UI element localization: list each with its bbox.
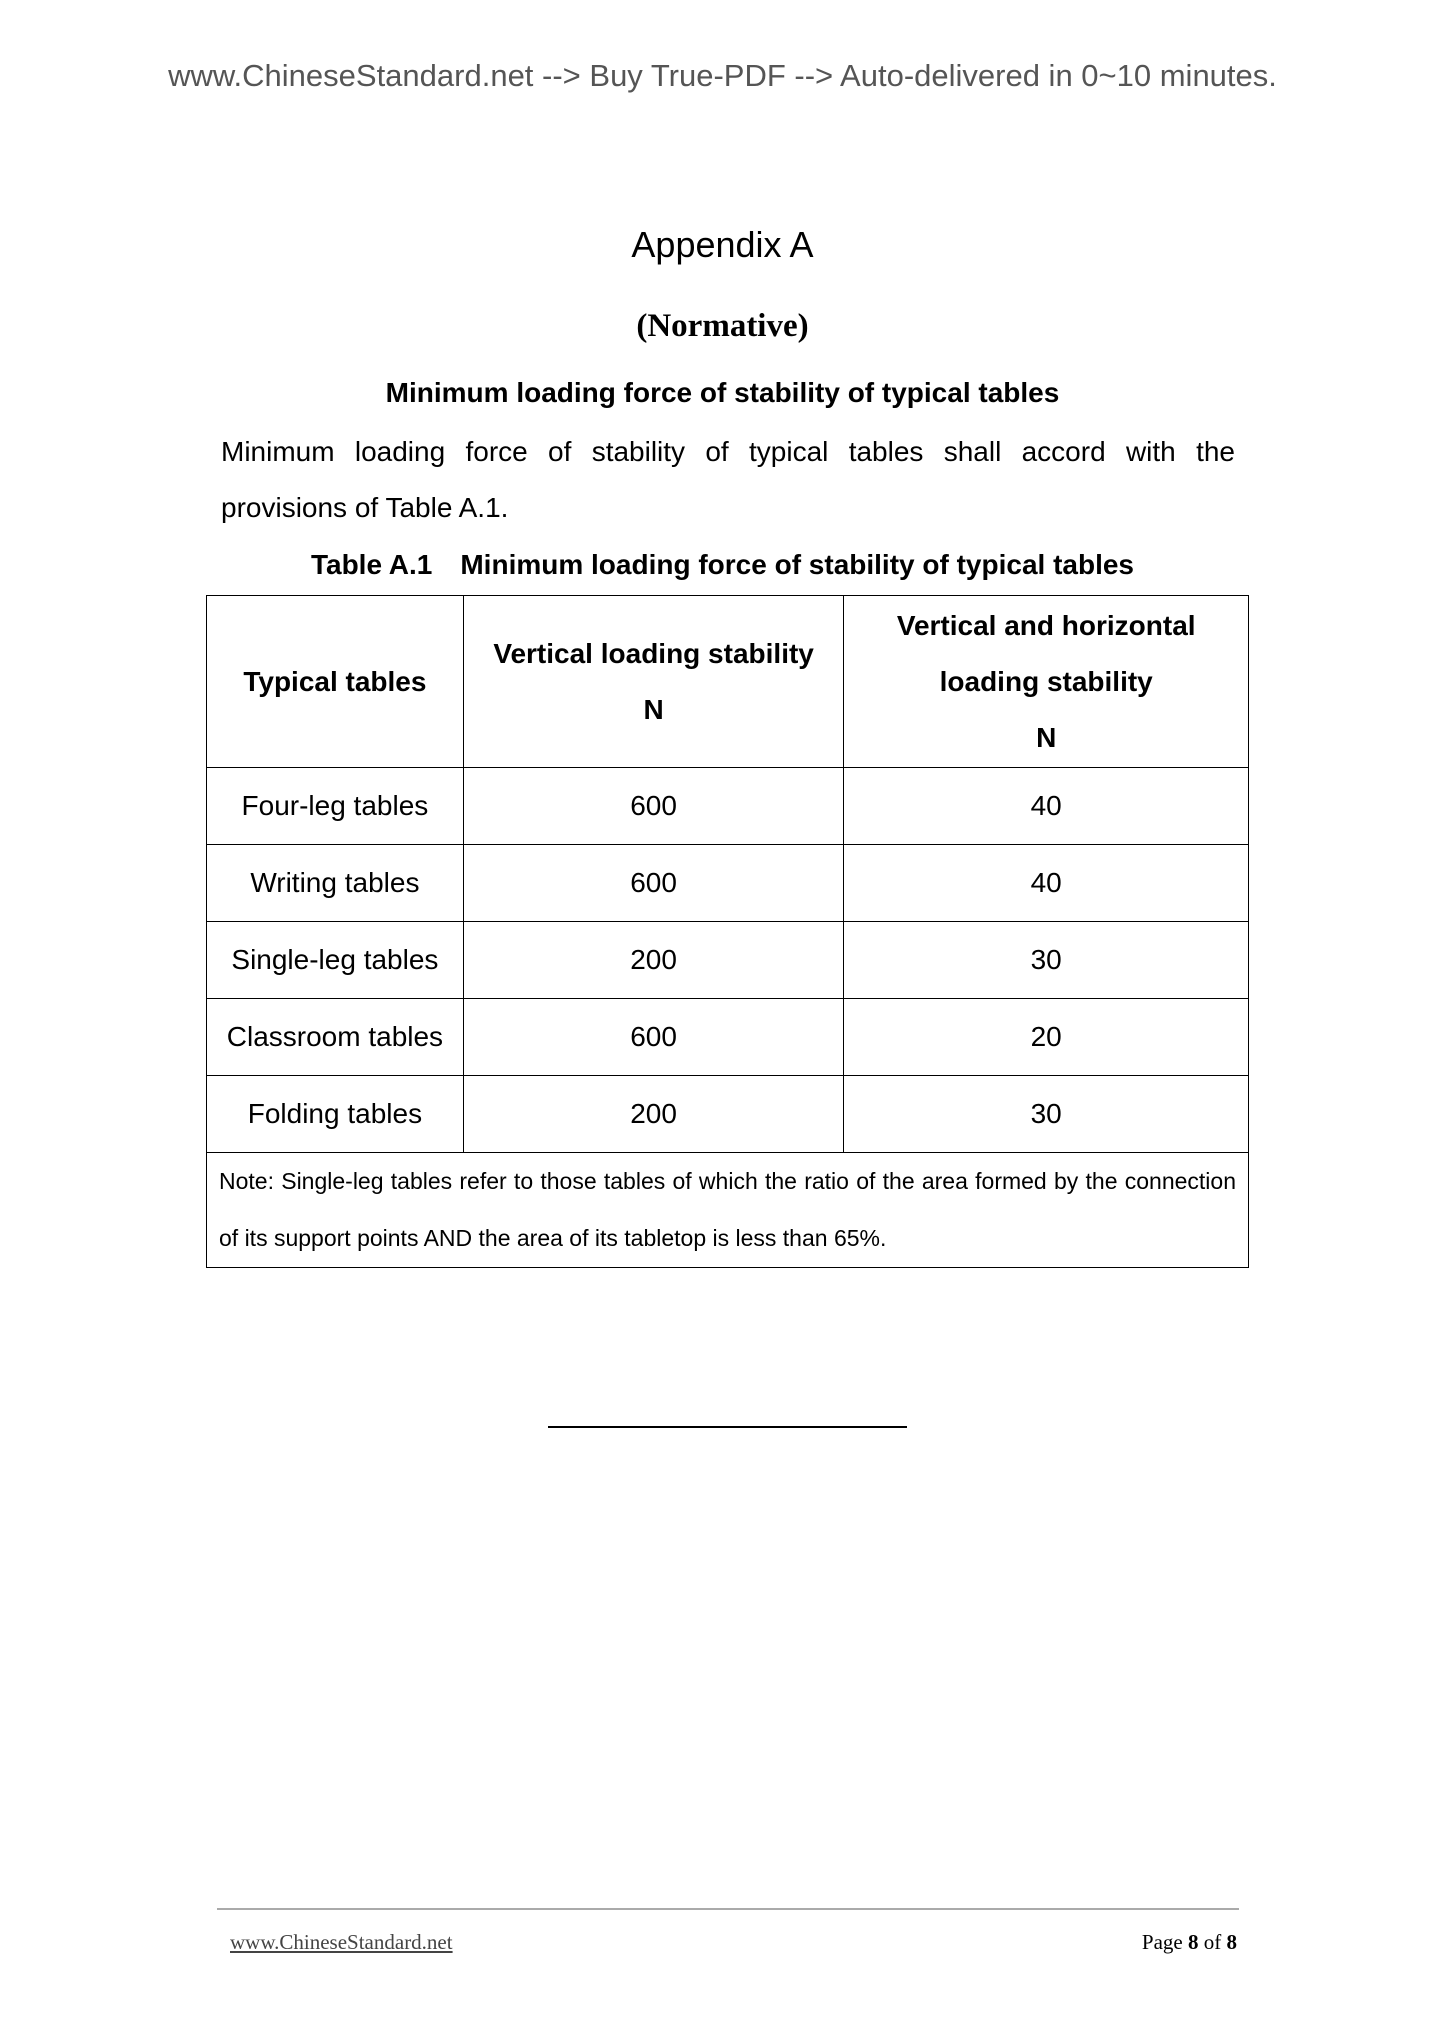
cell-type: Single-leg tables [207, 922, 464, 999]
page-prefix: Page [1141, 1930, 1183, 1954]
table-caption [0, 549, 1445, 581]
table-row [207, 922, 1249, 999]
page-number [1142, 1930, 1237, 1955]
cell-vertical: 600 [463, 999, 844, 1076]
header-vertical-unit: N [643, 693, 664, 725]
cell-vertical: 600 [463, 768, 844, 845]
appendix-title: Appendix A [631, 224, 814, 265]
table-row [207, 999, 1249, 1076]
cell-vertical-horizontal: 40 [844, 845, 1249, 922]
header-vertical-label: Vertical loading stability [493, 637, 814, 669]
cell-vertical: 600 [463, 845, 844, 922]
cell-type: Writing tables [207, 845, 464, 922]
paragraph-line-1: Minimum loading force of stability of typical tables shall accord with the [221, 436, 1235, 467]
cell-vertical: 200 [463, 922, 844, 999]
section-heading: Minimum loading force of stability of typical tables [385, 377, 1060, 408]
paragraph-line-2: provisions of Table A.1. [221, 492, 509, 523]
table-row [207, 1076, 1249, 1153]
header-vh-label-2: loading stability [939, 665, 1153, 697]
header-vh-unit: N [1036, 721, 1057, 753]
cell-vertical: 200 [463, 1076, 844, 1153]
stability-table [206, 595, 1249, 1268]
page-of: of [1203, 1930, 1222, 1954]
cell-vertical-horizontal: 30 [844, 1076, 1249, 1153]
cell-type: Classroom tables [207, 999, 464, 1076]
footer-link[interactable]: www.ChineseStandard.net [230, 1930, 453, 1954]
table-row [207, 768, 1249, 845]
table-title: Minimum loading force of stability of typical tables [460, 549, 1134, 580]
table-note: Note: Single-leg tables refer to those tables of which the ratio of the area formed by the connection of its support points AND the area of its tabletop is less than 65%. [207, 1153, 1249, 1268]
footer-divider [217, 1908, 1239, 1910]
table-note-row [207, 1153, 1249, 1268]
table-row [207, 845, 1249, 922]
cell-vertical-horizontal: 30 [844, 922, 1249, 999]
header-vh-label-1: Vertical and horizontal [896, 609, 1196, 641]
cell-vertical-horizontal: 40 [844, 768, 1249, 845]
cell-type: Folding tables [207, 1076, 464, 1153]
table-header-row [207, 596, 1249, 768]
page-total: 8 [1226, 1930, 1237, 1954]
page-current: 8 [1188, 1930, 1199, 1954]
header-vertical-horizontal [844, 596, 1249, 768]
table-number: Table A.1 [310, 549, 433, 580]
cell-type: Four-leg tables [207, 768, 464, 845]
promo-banner: www.ChineseStandard.net --> Buy True-PDF --> Auto-delivered in 0~10 minutes. [168, 58, 1277, 93]
appendix-type: (Normative) [636, 308, 809, 344]
header-typical-tables: Typical tables [207, 596, 464, 768]
header-vertical [463, 596, 844, 768]
end-rule [548, 1426, 907, 1428]
cell-vertical-horizontal: 20 [844, 999, 1249, 1076]
